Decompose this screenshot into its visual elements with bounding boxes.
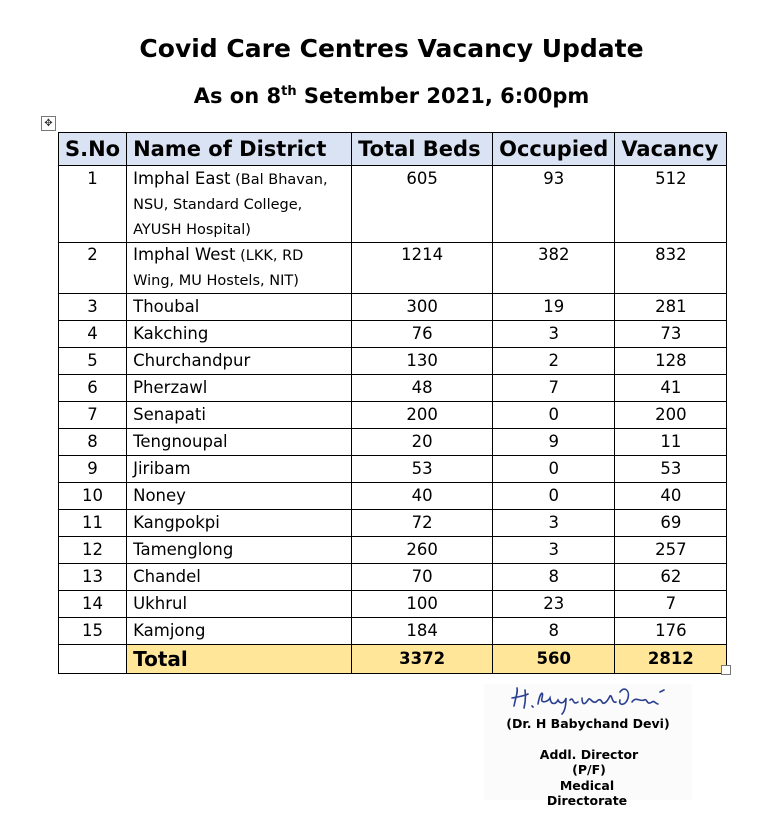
- cell-sno: 2: [59, 243, 127, 294]
- subtitle-date-rest: Setember 2021, 6:00pm: [296, 84, 590, 108]
- cell-total-beds: 100: [352, 591, 493, 618]
- cell-district: [127, 294, 352, 321]
- district-name: Churchandpur: [133, 351, 251, 370]
- signatory-name: (Dr. H Babychand Devi): [506, 716, 670, 731]
- cell-vacancy: 40: [615, 483, 727, 510]
- cell-sno: 1: [59, 166, 127, 243]
- cell-sno: 13: [59, 564, 127, 591]
- signatory-designation: Addl. Director (P/F): [539, 747, 639, 777]
- document-title: Covid Care Centres Vacancy Update: [139, 34, 644, 63]
- total-vacancy-sum: 2812: [615, 645, 727, 674]
- cell-district: [127, 348, 352, 375]
- cell-occupied: 3: [493, 321, 615, 348]
- cell-district: [127, 564, 352, 591]
- cell-total-beds: 1214: [352, 243, 493, 294]
- total-occupied-sum: 560: [493, 645, 615, 674]
- cell-vacancy: 832: [615, 243, 727, 294]
- cell-total-beds: 130: [352, 348, 493, 375]
- district-name: Senapati: [133, 405, 206, 424]
- district-name: Kangpokpi: [133, 513, 220, 532]
- signature-block: [484, 684, 692, 808]
- cell-district: [127, 402, 352, 429]
- cell-vacancy: 176: [615, 618, 727, 645]
- cell-occupied: 8: [493, 618, 615, 645]
- move-icon[interactable]: ✥: [41, 116, 56, 131]
- cell-vacancy: 11: [615, 429, 727, 456]
- cell-district: [127, 243, 352, 294]
- district-name: Imphal West: [133, 245, 236, 264]
- cell-vacancy: 41: [615, 375, 727, 402]
- cell-occupied: 9: [493, 429, 615, 456]
- cell-total-beds: 40: [352, 483, 493, 510]
- cell-sno: 14: [59, 591, 127, 618]
- cell-district: [127, 483, 352, 510]
- cell-vacancy: 62: [615, 564, 727, 591]
- cell-occupied: 0: [493, 456, 615, 483]
- cell-district: [127, 456, 352, 483]
- district-name: Jiribam: [133, 459, 191, 478]
- cell-district: [127, 375, 352, 402]
- cell-occupied: 19: [493, 294, 615, 321]
- header-district: Name of District: [127, 133, 352, 166]
- table-row: [59, 537, 727, 564]
- cell-sno: 7: [59, 402, 127, 429]
- subtitle-date-prefix: As on 8: [193, 84, 282, 108]
- cell-sno: 10: [59, 483, 127, 510]
- vacancy-table: [58, 132, 727, 674]
- handwritten-signature: [508, 684, 688, 716]
- cell-total-beds: 260: [352, 537, 493, 564]
- district-centres: (LKK, RD Wing, MU Hostels, NIT): [133, 248, 304, 289]
- table-row: [59, 429, 727, 456]
- cell-total-beds: 48: [352, 375, 493, 402]
- cell-district: [127, 618, 352, 645]
- district-centres: (Bal Bhavan, NSU, Standard College, AYUSH Hospital): [133, 172, 328, 238]
- cell-occupied: 93: [493, 166, 615, 243]
- subtitle-ordinal-suffix: th: [281, 84, 297, 99]
- cell-sno: 5: [59, 348, 127, 375]
- cell-vacancy: 200: [615, 402, 727, 429]
- cell-occupied: 2: [493, 348, 615, 375]
- total-row: [59, 645, 727, 674]
- cell-district: [127, 429, 352, 456]
- cell-occupied: 0: [493, 402, 615, 429]
- district-name: Kamjong: [133, 621, 206, 640]
- district-name: Pherzawl: [133, 378, 208, 397]
- table-row: [59, 483, 727, 510]
- cell-occupied: 382: [493, 243, 615, 294]
- table-row: [59, 456, 727, 483]
- cell-sno: 9: [59, 456, 127, 483]
- table-row: [59, 166, 727, 243]
- table-row: [59, 321, 727, 348]
- cell-sno: 12: [59, 537, 127, 564]
- district-name: Kakching: [133, 324, 209, 343]
- signatory-department: Medical Directorate: [546, 778, 628, 808]
- header-total-beds: Total Beds: [352, 133, 493, 166]
- district-name: Thoubal: [133, 297, 200, 316]
- document-subtitle: [0, 84, 783, 108]
- cell-occupied: 0: [493, 483, 615, 510]
- cell-vacancy: 73: [615, 321, 727, 348]
- cell-vacancy: 257: [615, 537, 727, 564]
- header-sno: S.No: [59, 133, 127, 166]
- cell-total-blank: [59, 645, 127, 674]
- cell-total-beds: 76: [352, 321, 493, 348]
- table-row: [59, 243, 727, 294]
- table-row: [59, 591, 727, 618]
- table-row: [59, 375, 727, 402]
- district-name: Tamenglong: [133, 540, 234, 559]
- cell-total-beds: 20: [352, 429, 493, 456]
- cell-vacancy: 53: [615, 456, 727, 483]
- cell-sno: 11: [59, 510, 127, 537]
- cell-total-beds: 53: [352, 456, 493, 483]
- cell-occupied: 3: [493, 510, 615, 537]
- total-beds-sum: 3372: [352, 645, 493, 674]
- table-row: [59, 618, 727, 645]
- cell-total-beds: 70: [352, 564, 493, 591]
- table-row: [59, 294, 727, 321]
- table-row: [59, 348, 727, 375]
- header-vacancy: Vacancy: [615, 133, 727, 166]
- cell-vacancy: 128: [615, 348, 727, 375]
- header-occupied: Occupied: [493, 133, 615, 166]
- resize-icon[interactable]: [721, 665, 731, 675]
- cell-district: [127, 510, 352, 537]
- cell-sno: 15: [59, 618, 127, 645]
- cell-occupied: 3: [493, 537, 615, 564]
- cell-vacancy: 512: [615, 166, 727, 243]
- district-name: Tengnoupal: [133, 432, 228, 451]
- cell-occupied: 8: [493, 564, 615, 591]
- district-name: Imphal East: [133, 169, 231, 188]
- district-name: Chandel: [133, 567, 201, 586]
- cell-sno: 6: [59, 375, 127, 402]
- table-row: [59, 510, 727, 537]
- cell-sno: 8: [59, 429, 127, 456]
- cell-total-beds: 300: [352, 294, 493, 321]
- cell-district: [127, 591, 352, 618]
- cell-vacancy: 7: [615, 591, 727, 618]
- district-name: Noney: [133, 486, 186, 505]
- cell-occupied: 7: [493, 375, 615, 402]
- cell-total-beds: 72: [352, 510, 493, 537]
- total-label: Total: [127, 645, 352, 674]
- cell-sno: 3: [59, 294, 127, 321]
- table-row: [59, 564, 727, 591]
- cell-district: [127, 166, 352, 243]
- cell-district: [127, 537, 352, 564]
- table-row: [59, 402, 727, 429]
- district-name: Ukhrul: [133, 594, 188, 613]
- cell-district: [127, 321, 352, 348]
- cell-total-beds: 184: [352, 618, 493, 645]
- table-header-row: [59, 133, 727, 166]
- cell-occupied: 23: [493, 591, 615, 618]
- cell-vacancy: 69: [615, 510, 727, 537]
- cell-total-beds: 200: [352, 402, 493, 429]
- cell-vacancy: 281: [615, 294, 727, 321]
- cell-sno: 4: [59, 321, 127, 348]
- cell-total-beds: 605: [352, 166, 493, 243]
